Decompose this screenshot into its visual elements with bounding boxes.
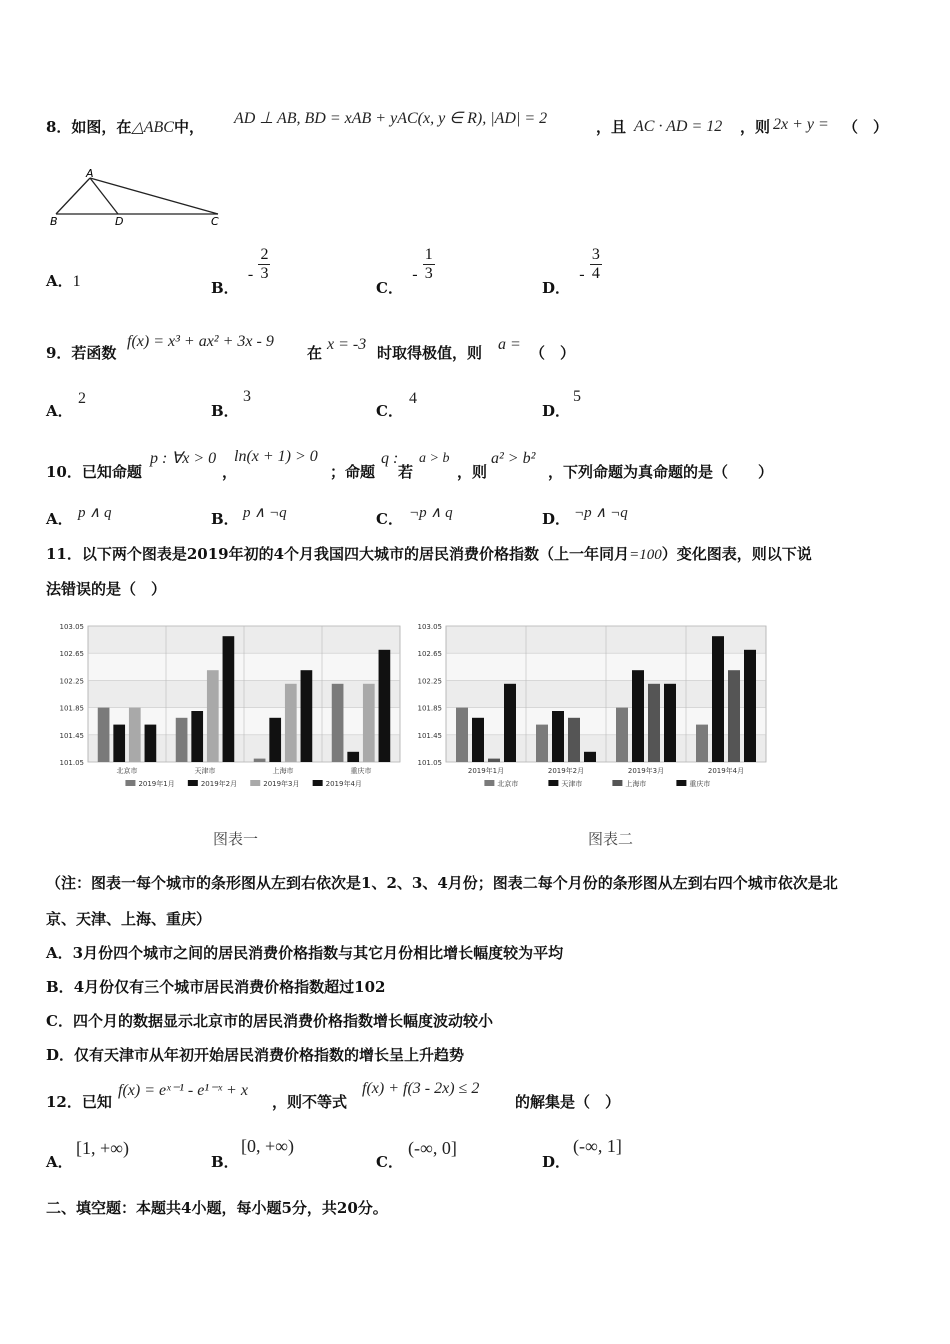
q9-mid: 时取得极值，则 [377, 344, 483, 362]
q8-triangle: △ABC [131, 119, 174, 136]
option-text: 四个月的数据显示北京市的居民消费价格指数增长幅度波动较小 [72, 1012, 493, 1030]
bar [98, 708, 110, 762]
chart-1-caption: 图表一 [213, 830, 259, 848]
bar [347, 752, 359, 762]
q9-option-d[interactable] [542, 400, 570, 421]
bar [207, 670, 219, 762]
legend-label: 重庆市 [689, 780, 711, 788]
x-tick-label: 北京市 [116, 767, 138, 775]
q8-ask: 2x + y = [773, 116, 829, 133]
legend-label: 2019年4月 [325, 780, 362, 788]
chart-2 [406, 618, 770, 802]
bar [129, 708, 141, 762]
q12-function: f(x) = eˣ⁻¹ - e¹⁻ˣ + x [118, 1082, 248, 1099]
y-tick-label: 103.05 [59, 623, 84, 631]
option-text: 仅有天津市从年初开始居民消费价格指数的增长呈上升趋势 [74, 1046, 465, 1064]
q8-paren: （ ） [843, 118, 889, 136]
q9-label: 9．若函数 [46, 344, 117, 362]
q8-option-d[interactable] [542, 246, 602, 297]
q8-option-b[interactable] [211, 246, 270, 297]
y-tick-label: 102.25 [59, 677, 84, 686]
q11-option-a[interactable] [46, 942, 563, 963]
bar [472, 718, 484, 762]
q8-condition-1: AD ⊥ AB, BD = xAB + yAC(x, y ∈ R), |AD| = 2 [234, 110, 548, 127]
q12-tail: 的解集是（ ） [515, 1093, 621, 1111]
y-tick-label: 101.45 [417, 731, 442, 740]
bar [191, 711, 203, 762]
y-tick-label: 103.05 [417, 623, 442, 631]
y-tick-label: 101.05 [59, 759, 84, 767]
q12-option-a[interactable] [46, 1151, 73, 1172]
fig-label-c: C [211, 215, 219, 228]
q8-line [46, 116, 204, 137]
bar [285, 684, 297, 762]
option-sign: - [579, 265, 585, 283]
q10-ln: ln(x + 1) > 0 [234, 448, 318, 465]
q9-option-c[interactable] [376, 400, 403, 421]
legend-swatch [188, 780, 198, 786]
q12-option-b[interactable] [211, 1151, 239, 1172]
bar [696, 725, 708, 762]
q10-option-b-text: p ∧ ¬q [243, 505, 287, 521]
option-sign: - [247, 265, 254, 283]
bar [536, 725, 548, 762]
q10-option-c-text: ¬p ∧ q [409, 505, 453, 521]
q8-and: ，且 [596, 118, 627, 136]
section-2-heading: 二、填空题：本题共4小题，每小题5分，共20分。 [46, 1199, 388, 1217]
option-letter: C． [376, 278, 403, 297]
option-letter: B． [211, 510, 239, 528]
q10-a2-gt-b2: a² > b² [491, 450, 536, 467]
q12-option-c-text: (-∞, 0] [408, 1138, 457, 1158]
q10-comma: ， [222, 463, 238, 481]
fig-label-a: A [86, 167, 94, 180]
legend-swatch [125, 780, 135, 786]
bar [145, 725, 157, 762]
legend-swatch [250, 780, 260, 786]
bar [616, 708, 628, 762]
option-letter: D． [542, 1153, 571, 1171]
q10-ruo: 若 [398, 463, 414, 481]
option-letter: B． [211, 1153, 239, 1171]
q12-option-a-text: [1, +∞) [76, 1138, 129, 1158]
q11-line1-a: 11．以下两个图表是2019年初的4个月我国四大城市的居民消费价格指数（上一年同月 [46, 545, 630, 563]
q11-line1 [46, 543, 812, 564]
q8-then: ，则 [740, 118, 771, 136]
q10-option-a[interactable] [46, 508, 73, 529]
option-sign: - [412, 265, 418, 283]
bar [176, 718, 188, 762]
fig-label-b: B [50, 215, 58, 228]
bar [269, 718, 281, 762]
q10-p: p : ∀x > 0 [150, 450, 217, 467]
option-letter: C． [376, 1153, 403, 1171]
q9-point: x = -3 [327, 336, 367, 353]
q8-zhong: 中， [173, 118, 204, 136]
legend-label: 上海市 [625, 780, 647, 788]
option-letter: C． [46, 1012, 73, 1030]
option-letter: D． [542, 510, 571, 528]
legend-swatch [612, 780, 622, 786]
bar [552, 711, 564, 762]
q12-option-d-text: (-∞, 1] [573, 1136, 622, 1156]
q10-q: q : [381, 450, 399, 467]
option-letter: B． [211, 402, 239, 420]
q10-option-c[interactable] [376, 508, 403, 529]
option-letter: D． [542, 278, 571, 297]
y-tick-label: 101.05 [417, 759, 442, 767]
legend-label: 2019年2月 [200, 780, 238, 788]
q12-label: 12．已知 [46, 1093, 112, 1111]
q12-option-b-text: [0, +∞) [241, 1136, 294, 1156]
legend-swatch [313, 780, 323, 786]
legend-swatch [484, 780, 494, 786]
bar [712, 636, 724, 762]
option-letter: D． [542, 402, 571, 420]
q12-option-d[interactable] [542, 1151, 570, 1172]
legend-swatch [676, 780, 686, 786]
bar [504, 684, 516, 762]
y-tick-label: 101.85 [59, 704, 84, 713]
bar [456, 708, 468, 762]
option-letter: A． [46, 402, 73, 420]
q10-then: ，则 [457, 463, 488, 481]
legend-label: 2019年1月 [138, 780, 175, 788]
y-tick-label: 101.45 [59, 731, 84, 740]
option-letter: A． [46, 1153, 73, 1171]
q10-label: 10．已知命题 [46, 463, 142, 481]
q10-option-b[interactable] [211, 508, 239, 529]
option-letter: B． [46, 978, 74, 996]
bar [488, 759, 500, 762]
bar [664, 684, 676, 762]
bar [744, 650, 756, 762]
q10-option-d[interactable] [542, 508, 570, 529]
x-tick-label: 2019年3月 [627, 767, 665, 775]
q11-note-line2: 京、天津、上海、重庆） [46, 910, 212, 928]
q9-option-a-text: 2 [78, 390, 86, 407]
x-tick-label: 2019年2月 [547, 767, 585, 775]
option-text: 1 [72, 273, 81, 290]
bar [223, 636, 235, 762]
bar [568, 718, 580, 762]
legend-label: 2019年3月 [263, 780, 300, 788]
legend-label: 北京市 [497, 780, 519, 788]
q9-option-c-text: 4 [409, 390, 417, 407]
x-tick-label: 2019年1月 [467, 767, 505, 775]
q10-semi: ；命题 [330, 463, 376, 481]
option-letter: A． [46, 944, 73, 962]
x-tick-label: 天津市 [194, 767, 216, 775]
bar [728, 670, 740, 762]
q11-option-b[interactable] [46, 976, 385, 997]
option-letter: C． [376, 510, 403, 528]
q8-condition-2: AC · AD = 12 [634, 118, 723, 135]
option-text: 4月份仅有三个城市居民消费价格指数超过102 [73, 978, 386, 996]
q11-option-d[interactable] [46, 1044, 464, 1065]
q11-note-line1: （注：图表一每个城市的条形图从左到右依次是1、2、3、4月份；图表二每个月份的条形图从左到右四个城市依次是北 [46, 874, 838, 892]
bar [632, 670, 644, 762]
option-letter: A． [46, 510, 73, 528]
y-tick-label: 102.65 [59, 650, 84, 659]
q9-option-b[interactable] [211, 400, 239, 421]
option-fraction: $\frac{2}{3}$ [260, 246, 269, 282]
bar [254, 759, 266, 762]
q10-option-d-text: ¬p ∧ ¬q [574, 505, 628, 521]
q9-zai: 在 [307, 344, 323, 362]
q11-option-c[interactable] [46, 1010, 493, 1031]
q10-option-a-text: p ∧ q [78, 505, 112, 521]
bar [301, 670, 313, 762]
option-letter: C． [376, 402, 403, 420]
q12-mid: ，则不等式 [272, 1093, 348, 1111]
q10-tail: ，下列命题为真命题的是（ ） [548, 463, 774, 481]
option-fraction: $\frac{1}{3}$ [424, 246, 433, 282]
option-fraction: $\frac{3}{4}$ [591, 246, 600, 282]
q9-paren: （ ） [530, 344, 576, 362]
q8-triangle-figure [44, 166, 234, 232]
q10-a-gt-b: a > b [419, 451, 450, 466]
chart-1 [48, 618, 404, 802]
q9-a: a = [498, 336, 521, 353]
q8-option-c[interactable] [376, 246, 435, 297]
q12-option-c[interactable] [376, 1151, 403, 1172]
x-tick-label: 2019年4月 [707, 767, 745, 775]
option-letter: B． [211, 278, 239, 297]
bar [379, 650, 391, 762]
bar [584, 752, 596, 762]
bar [332, 684, 344, 762]
fig-label-d: D [115, 215, 124, 228]
legend-swatch [548, 780, 558, 786]
q9-option-a[interactable] [46, 400, 73, 421]
option-letter: D． [46, 1046, 75, 1064]
x-tick-label: 上海市 [272, 767, 294, 775]
q9-function: f(x) = x³ + ax² + 3x - 9 [127, 333, 274, 350]
bar [363, 684, 375, 762]
chart-2-caption: 图表二 [588, 830, 634, 848]
q8-label: 8．如图，在 [46, 118, 132, 136]
q9-option-b-text: 3 [243, 388, 251, 405]
q12-inequality: f(x) + f(3 - 2x) ≤ 2 [362, 1080, 480, 1097]
q11-line1-math: =100 [629, 547, 662, 563]
legend-label: 天津市 [561, 780, 583, 788]
q9-option-d-text: 5 [573, 388, 581, 405]
bar [648, 684, 660, 762]
y-tick-label: 102.65 [417, 650, 442, 659]
x-tick-label: 重庆市 [350, 767, 372, 775]
bar [113, 725, 125, 762]
q11-line2: 法错误的是（ ） [46, 580, 167, 598]
y-tick-label: 101.85 [417, 704, 442, 713]
y-tick-label: 102.25 [417, 677, 442, 686]
q8-option-a[interactable] [46, 270, 81, 291]
option-letter: A． [46, 272, 73, 290]
option-text: 3月份四个城市之间的居民消费价格指数与其它月份相比增长幅度较为平均 [72, 944, 564, 962]
q11-line1-b: ）变化图表，则以下说 [661, 545, 812, 563]
